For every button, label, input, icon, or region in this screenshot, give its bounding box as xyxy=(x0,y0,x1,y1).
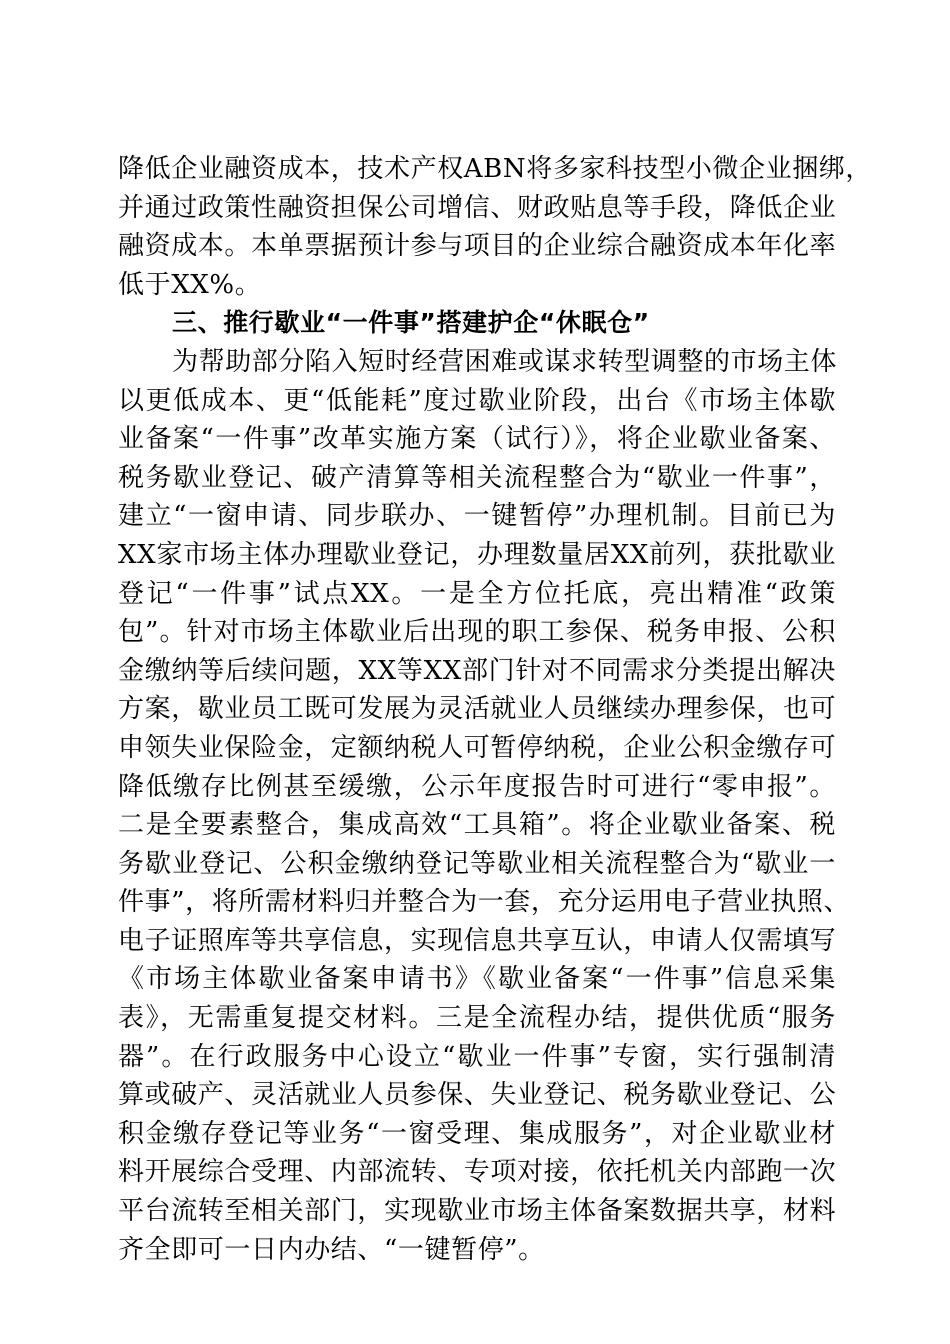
section-heading: 三、推行歇业“一件事”搭建护企“休眠仓” xyxy=(172,308,650,338)
text-line: 包”。针对市场主体歇业后出现的职工参保、税务申报、公积 xyxy=(118,617,836,648)
text-line: 税务歇业登记、破产清算等相关流程整合为“歇业一件事”， xyxy=(118,462,836,493)
text-line: 齐全即可一日内办结、“一键暂停”。 xyxy=(118,1234,545,1265)
text-line: 算或破产、灵活就业人员参保、失业登记、税务歇业登记、公 xyxy=(118,1080,837,1111)
text-line: XX家市场主体办理歇业登记，办理数量居XX前列，获批歇业 xyxy=(118,539,836,570)
text-line: 件事”，将所需材料归并整合为一套，充分运用电子营业执照、 xyxy=(118,887,851,918)
paragraph-business-suspension xyxy=(118,343,851,1269)
text-line: 方案，歇业员工既可发展为灵活就业人员继续办理参保，也可 xyxy=(118,694,837,725)
text-line: 电子证照库等共享信息，实现信息共享互认，申请人仅需填写 xyxy=(118,925,837,956)
text-line: 业备案“一件事”改革实施方案（试行）》，将企业歇业备案、 xyxy=(118,424,836,455)
paragraph-financing-cost xyxy=(118,150,873,304)
text-line: 《市场主体歇业备案申请书》《歇业备案“一件事”信息采集 xyxy=(118,964,836,995)
text-line: 表》，无需重复提交材料。三是全流程办结，提供优质“服务 xyxy=(118,1003,836,1034)
text-line: 以更低成本、更“低能耗”度过歇业阶段，出台《市场主体歇 xyxy=(118,385,836,416)
text-line: 低于XX%。 xyxy=(118,269,262,300)
text-line: 登记“一件事”试点XX。一是全方位托底，亮出精准“政策 xyxy=(118,578,836,609)
text-line: 金缴纳等后续问题，XX等XX部门针对不同需求分类提出解决 xyxy=(118,655,836,686)
text-line: 料开展综合受理、内部流转、专项对接，依托机关内部跑一次 xyxy=(118,1157,837,1188)
text-line: 器”。在行政服务中心设立“歇业一件事”专窗，实行强制清 xyxy=(118,1041,836,1072)
text-line: 并通过政策性融资担保公司增信、财政贴息等手段，降低企业 xyxy=(118,192,837,223)
text-line: 申领失业保险金，定额纳税人可暂停纳税，企业公积金缴存可 xyxy=(118,732,837,763)
text-line: 平台流转至相关部门，实现歇业市场主体备案数据共享，材料 xyxy=(118,1196,837,1227)
text-line: 为帮助部分陷入短时经营困难或谋求转型调整的市场主体 xyxy=(172,346,838,377)
document-body xyxy=(118,150,873,1269)
text-line: 融资成本。本单票据预计参与项目的企业综合融资成本年化率 xyxy=(118,231,837,262)
text-line: 降低缴存比例甚至缓缴，公示年度报告时可进行“零申报”。 xyxy=(118,771,836,802)
text-line: 二是全要素整合，集成高效“工具箱”。将企业歇业备案、税 xyxy=(118,810,836,841)
text-line: 务歇业登记、公积金缴纳登记等歇业相关流程整合为“歇业一 xyxy=(118,848,836,879)
text-line: 积金缴存登记等业务“一窗受理、集成服务”，对企业歇业材 xyxy=(118,1118,836,1149)
text-line: 降低企业融资成本，技术产权ABN将多家科技型小微企业捆绑， xyxy=(118,154,873,184)
text-line: 建立“一窗申请、同步联办、一键暂停”办理机制。目前已为 xyxy=(118,501,836,532)
